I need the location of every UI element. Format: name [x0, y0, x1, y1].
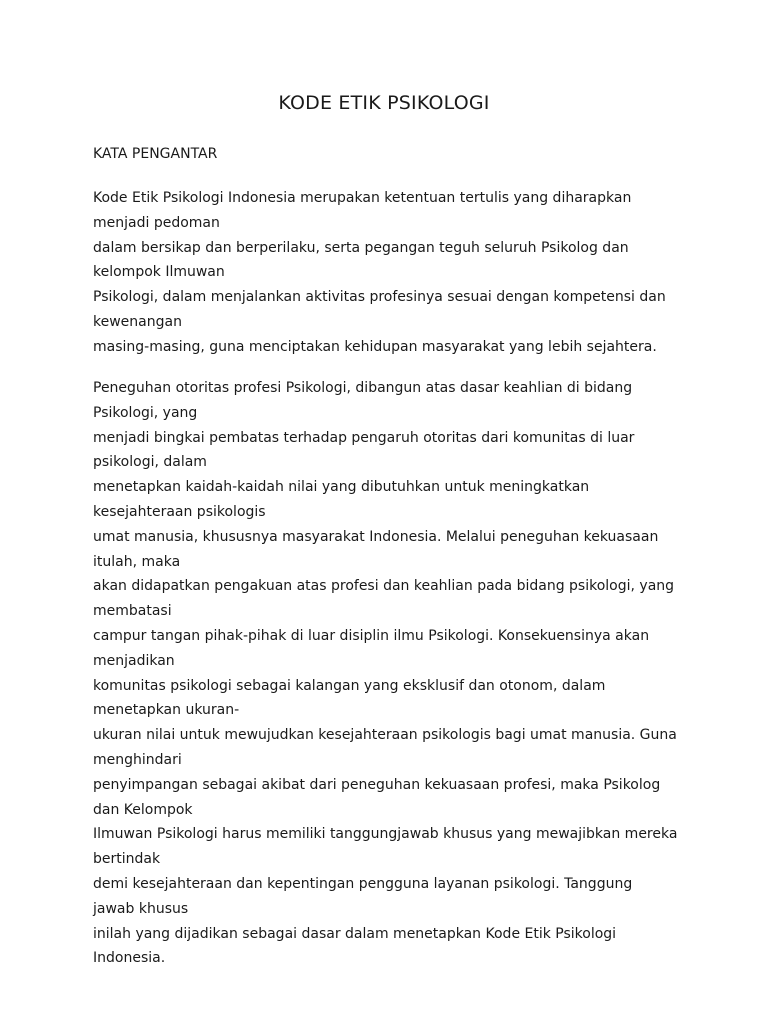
text-line: umat manusia, khususnya masyarakat Indonesia. Melalui peneguhan kekuasaan [93, 528, 659, 545]
text-line: membatasi [93, 603, 172, 620]
text-line: kesejahteraan psikologis [93, 503, 266, 520]
text-line: menghindari [93, 751, 182, 768]
paragraph-1 [93, 186, 693, 360]
paragraph-2 [93, 376, 693, 971]
text-line: demi kesejahteraan dan kepentingan pengguna layanan psikologi. Tanggung [93, 875, 633, 892]
section-heading: KATA PENGANTAR [93, 146, 218, 162]
text-line: itulah, maka [93, 553, 181, 570]
text-line: menjadi pedoman [93, 214, 220, 231]
text-line: komunitas psikologi sebagai kalangan yang eksklusif dan otonom, dalam [93, 677, 606, 694]
text-line: dalam bersikap dan berperilaku, serta pegangan teguh seluruh Psikolog dan [93, 239, 629, 256]
text-line: bertindak [93, 851, 161, 868]
text-line: menetapkan ukuran- [93, 702, 240, 719]
text-line: ukuran nilai untuk mewujudkan kesejahteraan psikologis bagi umat manusia. Guna [93, 727, 677, 744]
text-line: Peneguhan otoritas profesi Psikologi, dibangun atas dasar keahlian di bidang [93, 380, 633, 396]
text-line: Ilmuwan Psikologi harus memiliki tanggungjawab khusus yang mewajibkan mereka [93, 826, 678, 843]
text-line: menetapkan kaidah-kaidah nilai yang dibutuhkan untuk meningkatkan [93, 479, 590, 496]
text-line: penyimpangan sebagai akibat dari peneguhan kekuasaan profesi, maka Psikolog [93, 776, 661, 793]
text-line: Indonesia. [93, 950, 166, 967]
text-line: Psikologi, yang [93, 404, 198, 421]
text-line: dan Kelompok [93, 801, 193, 818]
text-line: kelompok Ilmuwan [93, 264, 225, 281]
text-line: inilah yang dijadikan sebagai dasar dalam menetapkan Kode Etik Psikologi [93, 925, 617, 942]
text-line: campur tangan pihak-pihak di luar disiplin ilmu Psikologi. Konsekuensinya akan [93, 627, 650, 644]
text-line: menjadi bingkai pembatas terhadap pengaruh otoritas dari komunitas di luar [93, 429, 635, 446]
text-line: kewenangan [93, 313, 182, 330]
text-line: akan didapatkan pengakuan atas profesi dan keahlian pada bidang psikologi, yang [93, 578, 675, 595]
text-line: Kode Etik Psikologi Indonesia merupakan ketentuan tertulis yang diharapkan [93, 190, 632, 206]
document-title: KODE ETIK PSIKOLOGI [278, 92, 490, 114]
text-line: masing-masing, guna menciptakan kehidupan masyarakat yang lebih sejahtera. [93, 338, 657, 355]
text-line: Psikologi, dalam menjalankan aktivitas profesinya sesuai dengan kompetensi dan [93, 289, 666, 306]
text-line: menjadikan [93, 652, 175, 669]
text-line: psikologi, dalam [93, 454, 207, 471]
text-line: jawab khusus [93, 900, 189, 917]
